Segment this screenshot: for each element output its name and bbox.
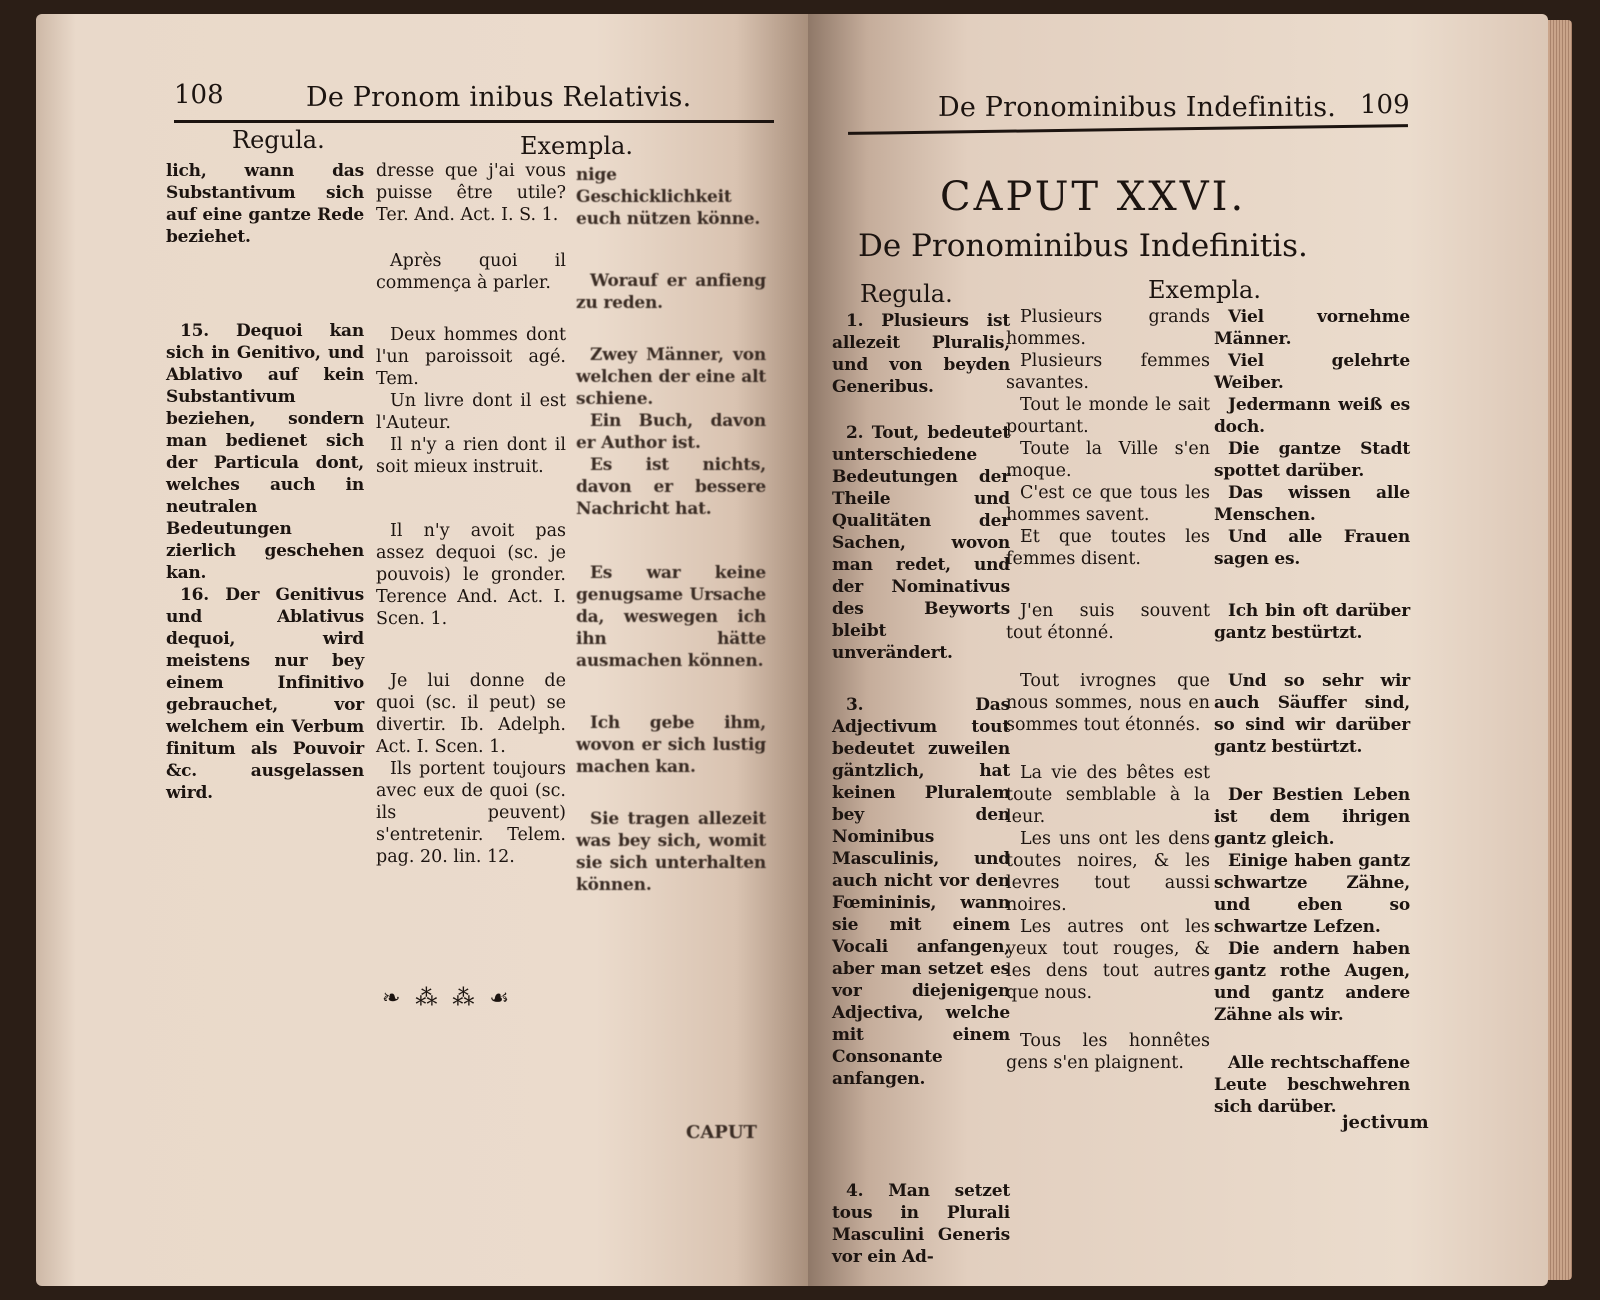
example-fr: Il n'y a rien dont il soit mieux instruit. xyxy=(376,435,566,477)
example-de: Zwey Männer, von welchen der eine alt schiene. xyxy=(576,345,766,409)
chapter-title: CAPUT XXVI. xyxy=(940,174,1247,220)
example-fr: Deux hommes dont l'un paroissoit agé. Tem. xyxy=(376,325,566,389)
example-de: Es war keine genugsame Ursache da, weswegen ich ihn hätte ausmachen können. xyxy=(576,563,766,671)
left-page xyxy=(36,14,808,1286)
example-de: Es ist nichts, davon er bessere Nachricht hat. xyxy=(576,455,766,519)
example-fr: C'est ce que tous les hommes savent. xyxy=(1006,483,1210,525)
rule-paragraph: 3. Das Adjectivum tout bedeutet zuweilen gäntzlich, hat keinen Pluralem bey den Nominibus Masculinis, und auch nicht vor den Fœmininis, wann sie mit einem Vocali anfangen, aber man setzet es vor diejenigen Adjectiva, welche mit einem Consonante anfangen. xyxy=(832,695,1010,1089)
example-de: Ich gebe ihm, wovon er sich lustig machen kan. xyxy=(576,713,766,777)
example-de: Jedermann weiß es doch. xyxy=(1214,395,1410,437)
example-fr: Tous les honnêtes gens s'en plaignent. xyxy=(1006,1031,1210,1073)
example-de: Das wissen alle Menschen. xyxy=(1214,483,1410,525)
example-fr: Tout ivrognes que nous sommes, nous en sommes tout étonnés. xyxy=(1006,671,1210,735)
example-de: nige Geschicklichkeit euch nützen könne. xyxy=(576,165,761,229)
page-number: 109 xyxy=(1360,90,1410,120)
rule-paragraph: 16. Der Genitivus und Ablativus dequoi, wird meistens nur bey einem Infinitivo gebrauchet, vor welchem ein Verbum finitum als Pouvoir &c. ausgelassen wird. xyxy=(166,585,364,803)
rule-paragraph: 15. Dequoi kan sich in Genitivo, und Ablativo auf kein Substantivum beziehen, sondern man bedienet sich der Particula dont, welches auch in neutralen Bedeutungen zierlich geschehen kan. xyxy=(166,321,364,583)
regula-column xyxy=(166,160,364,804)
example-fr: Les uns ont les dens toutes noires, & les levres tout aussi noires. xyxy=(1006,829,1210,915)
example-de: Viel gelehrte Weiber. xyxy=(1214,351,1410,393)
rule-paragraph: 4. Man setzet tous in Plurali Masculini Generis vor ein Ad- xyxy=(832,1181,1010,1267)
example-de: Ein Buch, davon er Author ist. xyxy=(576,411,766,453)
example-fr: Plusieurs femmes savantes. xyxy=(1006,351,1210,393)
running-head: De Pronominibus Indefinitis. xyxy=(938,92,1337,123)
german-examples-column xyxy=(1214,306,1410,1118)
example-fr: Ils portent toujours avec eux de quoi (sc. ils peuvent) s'entretenir. Telem. pag. 20. lin. 12. xyxy=(376,759,566,867)
catchword: jectivum xyxy=(1342,1112,1429,1133)
example-fr: La vie des bêtes est toute semblable à la leur. xyxy=(1006,763,1210,827)
example-fr: dresse que j'ai vous puisse être utile? Ter. And. Act. I. S. 1. xyxy=(376,161,566,225)
example-fr: Plusieurs grands hommes. xyxy=(1006,307,1210,349)
rule-paragraph: lich, wann das Substantivum sich auf eine gantze Rede beziehet. xyxy=(166,161,364,247)
ornament-divider: ❧ ⁂ ⁂ ☙ xyxy=(382,986,514,1011)
example-fr: Toute la Ville s'en moque. xyxy=(1006,439,1210,481)
rule-paragraph: 1. Plusieurs ist allezeit Pluralis, und von beyden Generibus. xyxy=(832,311,1010,397)
example-fr: Tout le monde le sait pourtant. xyxy=(1006,395,1210,437)
example-fr: Après quoi il commença à parler. xyxy=(376,251,566,293)
example-de: Der Bestien Leben ist dem ihrigen gantz gleich. xyxy=(1214,785,1410,849)
example-fr: Les autres ont les yeux tout rouges, & les dens tout autres que nous. xyxy=(1006,917,1210,1003)
chapter-subtitle: De Pronominibus Indefinitis. xyxy=(858,228,1308,264)
example-fr: Et que toutes les femmes disent. xyxy=(1006,527,1210,569)
page-number: 108 xyxy=(174,80,224,110)
regula-column xyxy=(832,310,1010,1268)
example-de: Und alle Frauen sagen es. xyxy=(1214,527,1410,569)
page-edges xyxy=(1548,20,1572,1280)
column-heading-regula: Regula. xyxy=(232,126,325,154)
example-de: Sie tragen allezeit was bey sich, womit sie sich unterhalten können. xyxy=(576,809,766,895)
example-de: Viel vornehme Männer. xyxy=(1214,307,1410,349)
example-fr: Il n'y avoit pas assez dequoi (sc. je pouvois) le gronder. Terence And. Act. I. Scen. 1. xyxy=(376,521,566,629)
french-examples-column xyxy=(1006,306,1210,1074)
column-heading-exempla: Exempla. xyxy=(520,132,633,160)
example-fr: Un livre dont il est l'Auteur. xyxy=(376,391,566,433)
german-examples-column xyxy=(576,164,766,896)
example-fr: J'en suis souvent tout étonné. xyxy=(1006,601,1210,643)
example-de: Die gantze Stadt spottet darüber. xyxy=(1214,439,1410,481)
example-de: Alle rechtschaffene Leute beschwehren sich darüber. xyxy=(1214,1053,1410,1117)
right-page xyxy=(808,14,1548,1286)
header-rule xyxy=(848,124,1408,135)
example-fr: Je lui donne de quoi (sc. il peut) se divertir. Ib. Adelph. Act. I. Scen. 1. xyxy=(376,671,566,757)
rule-paragraph: 2. Tout, bedeutet unterschiedene Bedeutungen der Theile und Qualitäten der Sachen, wovon man redet, und der Nominativus des Beyworts bleibt unverändert. xyxy=(832,423,1010,663)
example-de: Ich bin oft darüber gantz bestürtzt. xyxy=(1214,601,1410,643)
french-examples-column xyxy=(376,160,566,868)
example-de: Und so sehr wir auch Säuffer sind, so sind wir darüber gantz bestürtzt. xyxy=(1214,671,1410,757)
running-head: De Pronom inibus Relativis. xyxy=(306,82,692,113)
catchword: CAPUT xyxy=(686,1122,757,1143)
example-de: Die andern haben gantz rothe Augen, und gantz andere Zähne als wir. xyxy=(1214,939,1410,1025)
example-de: Einige haben gantz schwartze Zähne, und eben so schwartze Lefzen. xyxy=(1214,851,1410,937)
column-heading-regula: Regula. xyxy=(860,280,953,308)
column-heading-exempla: Exempla. xyxy=(1148,276,1261,304)
header-rule xyxy=(174,120,774,123)
example-de: Worauf er anfieng zu reden. xyxy=(576,271,766,313)
